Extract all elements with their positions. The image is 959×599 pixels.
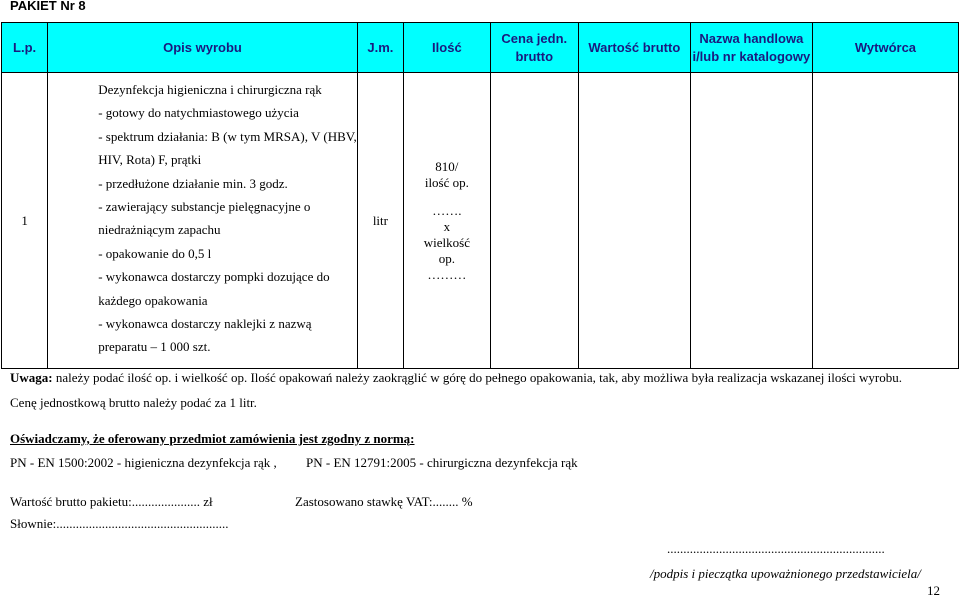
cell-cena[interactable] <box>490 73 578 369</box>
header-nazwa <box>690 23 812 73</box>
cell-lp: 1 <box>2 73 48 369</box>
table-row <box>2 73 959 369</box>
header-opis: Opis wyrobu <box>48 23 358 73</box>
header-wytworca: Wytwórca <box>812 23 958 73</box>
signature-line: ................................................................... <box>667 541 885 556</box>
desc-line: - zawierający substancje pielęgnacyjne o <box>98 198 311 214</box>
qty-line: ……… <box>427 266 467 282</box>
cell-wartosc[interactable] <box>578 73 690 369</box>
desc-line: - gotowy do natychmiastowego użycia <box>98 105 299 121</box>
uwaga-note <box>10 370 902 386</box>
header-wartosc: Wartość brutto <box>578 23 690 73</box>
norma-1: PN - EN 1500:2002 - higieniczna dezynfekcja rąk , <box>10 455 277 470</box>
cell-nazwa[interactable] <box>690 73 812 369</box>
desc-line: preparatu – 1 000 szt. <box>98 339 211 355</box>
desc-line: niedrażniącym zapachu <box>98 222 221 238</box>
qty-line: x <box>443 218 451 234</box>
uwaga-text: należy podać ilość op. i wielkość op. Ilość opakowań należy zaokrąglić w górę do pełnego opakowania, tak, aby możliwa była realizacja wskazanej ilości wyrobu. <box>52 370 903 385</box>
oswiadczamy-statement: Oświadczamy, że oferowany przedmiot zamówienia jest zgodny z normą: <box>10 431 415 446</box>
wartosc-pakietu-field[interactable]: Wartość brutto pakietu:..................... zł <box>10 494 213 509</box>
qty-line: ……. <box>432 202 462 218</box>
desc-line: HIV, Rota) F, prątki <box>98 152 202 168</box>
cell-description <box>48 73 358 369</box>
header-cena-line2: brutto <box>515 48 554 64</box>
header-cena <box>490 23 578 73</box>
header-nazwa-line1: Nazwa handlowa <box>699 30 804 46</box>
desc-line: - opakowanie do 0,5 l <box>98 245 212 261</box>
cell-ilosc <box>404 73 491 369</box>
uwaga-label: Uwaga: <box>10 370 53 385</box>
header-row <box>2 23 959 73</box>
signature-label: /podpis i pieczątka upoważnionego przedstawiciela/ <box>650 566 921 581</box>
qty-line: 810/ <box>435 158 459 174</box>
header-nazwa-line2: i/lub nr katalogowy <box>692 48 811 64</box>
header-ilosc: Ilość <box>404 23 491 73</box>
package-title: PAKIET Nr 8 <box>10 0 86 13</box>
qty-line: op. <box>438 250 455 266</box>
offer-table <box>1 22 959 369</box>
qty-line: ilość op. <box>424 174 469 190</box>
cell-jm: litr <box>357 73 403 369</box>
norma-2: PN - EN 12791:2005 - chirurgiczna dezynfekcja rąk <box>306 455 578 470</box>
header-lp: L.p. <box>2 23 48 73</box>
vat-field[interactable]: Zastosowano stawkę VAT:........ % <box>295 494 473 509</box>
desc-line: - wykonawca dostarczy naklejki z nazwą <box>98 315 312 331</box>
slownie-field[interactable]: Słownie:..................................................... <box>10 516 229 531</box>
desc-line: - wykonawca dostarczy pompki dozujące do <box>98 269 330 285</box>
desc-line: każdego opakowania <box>98 292 208 308</box>
desc-line: Dezynfekcja higieniczna i chirurgiczna rąk <box>98 82 322 97</box>
header-cena-line1: Cena jedn. <box>501 30 568 46</box>
page-number: 12 <box>927 583 940 598</box>
cell-wytworca[interactable] <box>812 73 958 369</box>
desc-line: - spektrum działania: B (w tym MRSA), V (HBV, <box>98 128 357 144</box>
header-jm: J.m. <box>357 23 403 73</box>
desc-line: - przedłużone działanie min. 3 godz. <box>98 175 288 191</box>
qty-line: wielkość <box>423 234 470 250</box>
cena-note: Cenę jednostkową brutto należy podać za 1 litr. <box>10 395 257 410</box>
